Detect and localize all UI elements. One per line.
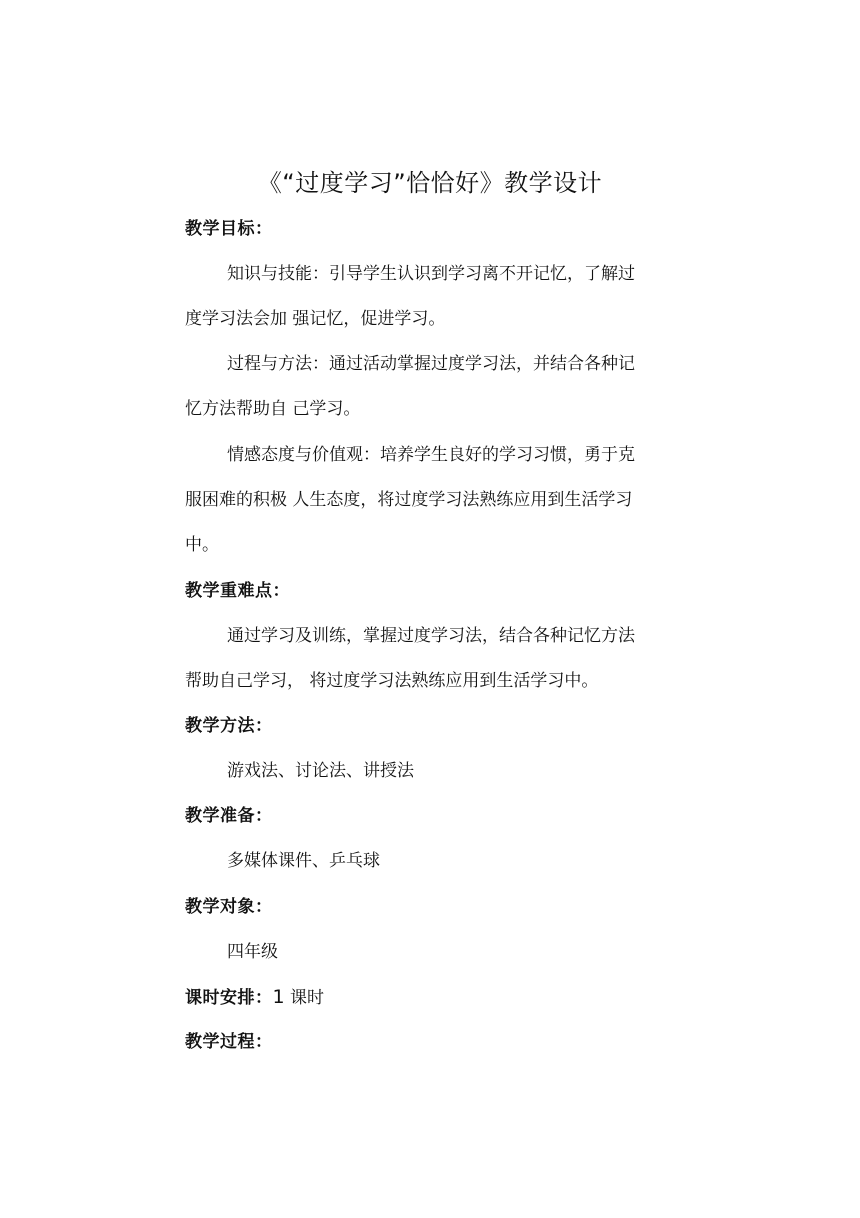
prep-text: 多媒体课件、乒乓球: [227, 851, 380, 871]
process-heading: 教学过程：: [185, 1032, 273, 1052]
audience-text: 四年级: [227, 942, 278, 962]
key-points-line-2: 帮助自己学习， 将过度学习法熟练应用到生活学习中。: [185, 671, 599, 691]
document-title: 《“过度学习”恰恰好》教学设计: [257, 169, 603, 197]
goals-process-line-1: 过程与方法：通过活动掌握过度学习法，并结合各种记: [227, 354, 635, 374]
schedule-number: 1: [272, 986, 285, 1008]
goals-emotion-line-3: 中。: [185, 535, 219, 555]
methods-heading: 教学方法：: [185, 716, 273, 736]
prep-heading: 教学准备：: [185, 806, 273, 826]
goals-process-line-2: 忆方法帮助自 己学习。: [185, 399, 361, 419]
methods-text: 游戏法、讨论法、讲授法: [227, 761, 414, 781]
goals-emotion-line-1: 情感态度与价值观：培养学生良好的学习习惯，勇于克: [227, 445, 635, 465]
goals-knowledge-line-2: 度学习法会加 强记忆，促进学习。: [185, 309, 446, 329]
key-points-heading: 教学重难点：: [185, 581, 290, 601]
schedule-unit: 课时: [284, 988, 324, 1008]
goals-emotion-line-2: 服困难的积极 人生态度，将过度学习法熟练应用到生活学习: [185, 490, 633, 510]
audience-heading: 教学对象：: [185, 897, 273, 917]
goals-heading: 教学目标：: [185, 219, 273, 239]
goals-knowledge-line-1: 知识与技能：引导学生认识到学习离不开记忆，了解过: [227, 264, 635, 284]
schedule-line: [185, 985, 324, 1010]
key-points-line-1: 通过学习及训练，掌握过度学习法，结合各种记忆方法: [227, 626, 635, 646]
schedule-heading: 课时安排：: [185, 988, 273, 1008]
